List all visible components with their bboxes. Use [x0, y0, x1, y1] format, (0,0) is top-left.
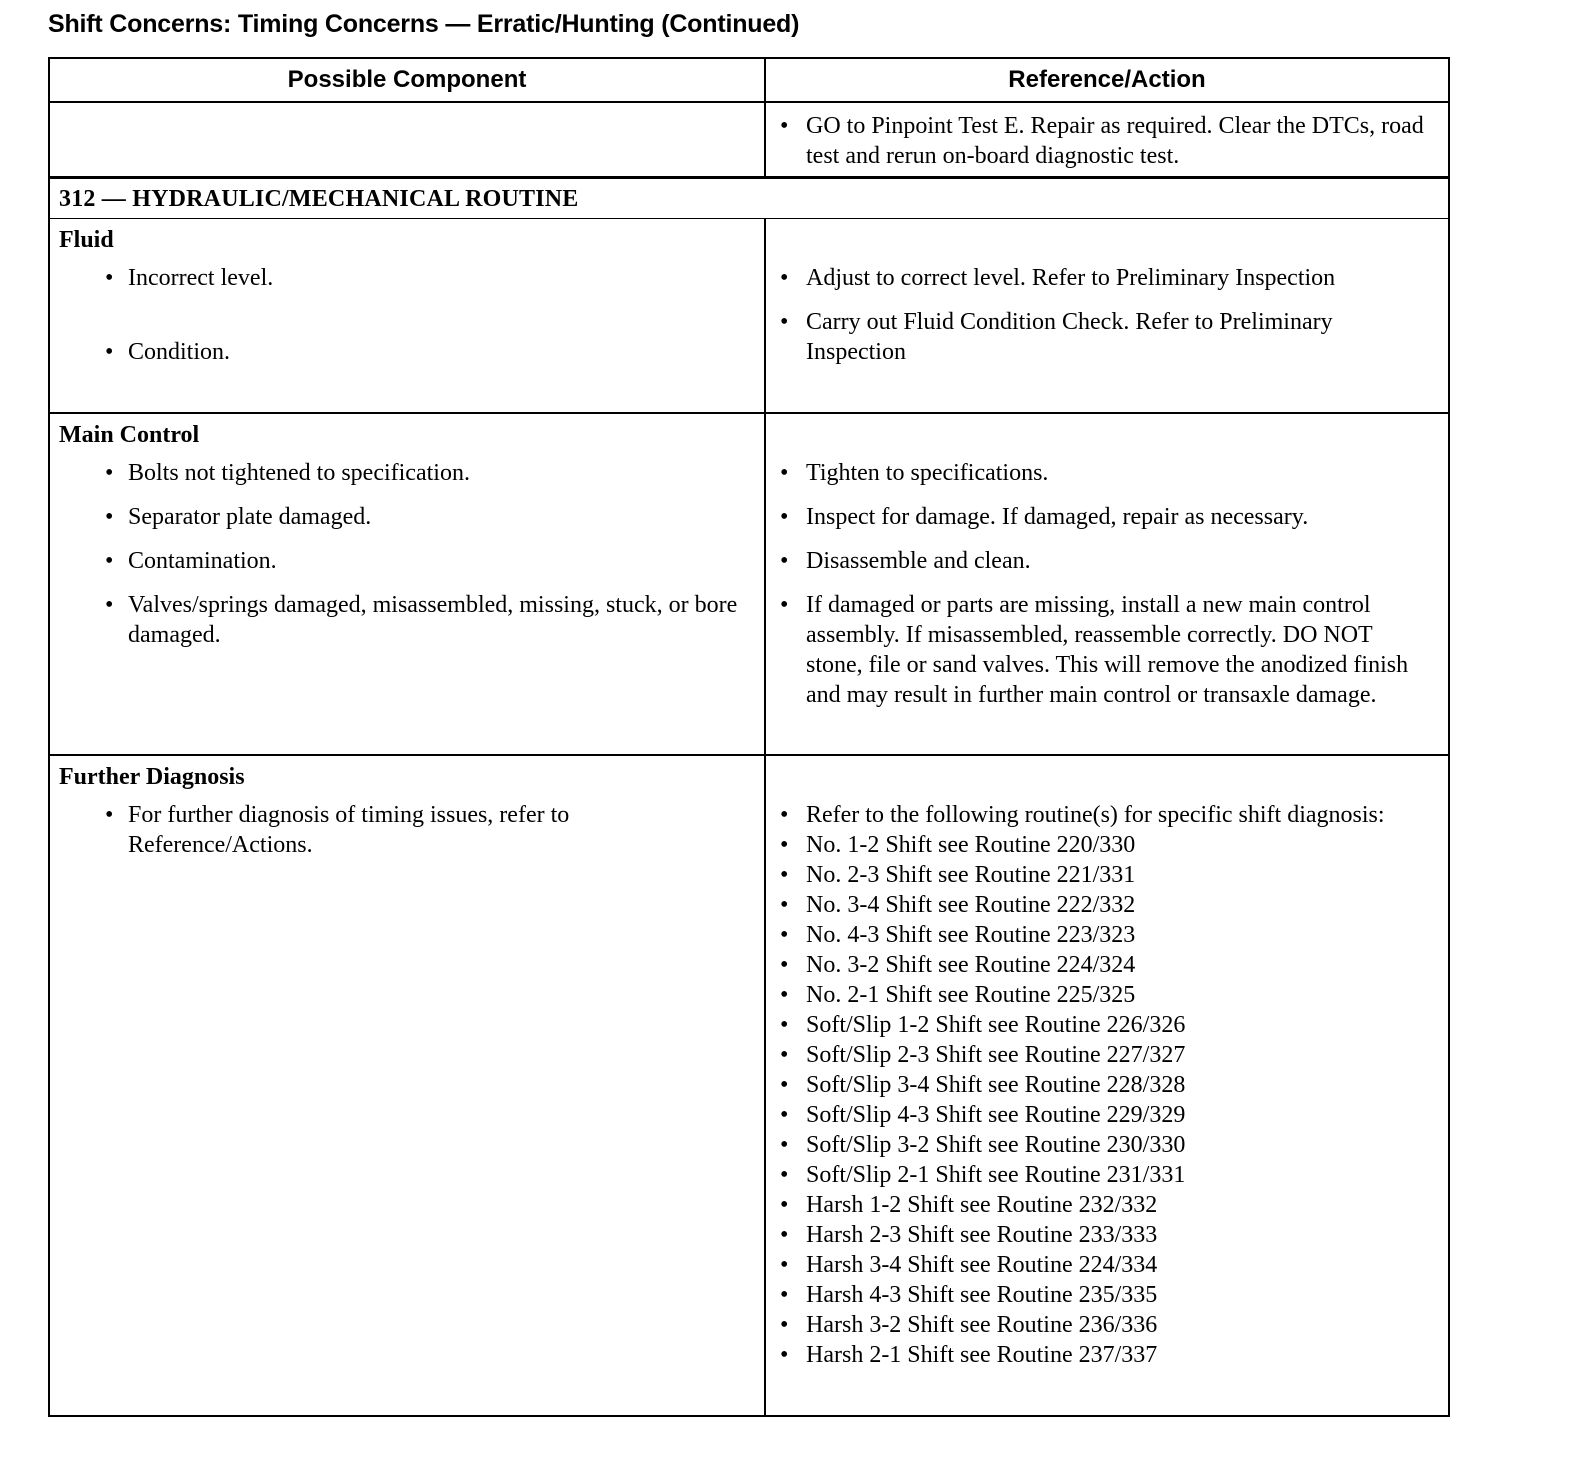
routine-item: • Harsh 1-2 Shift see Routine 232/332 [766, 1190, 1448, 1220]
routine-item: • Soft/Slip 3-4 Shift see Routine 228/328 [766, 1070, 1448, 1100]
action-item: • Disassemble and clean. [766, 546, 1448, 576]
routine-item: • Harsh 4-3 Shift see Routine 235/335 [766, 1280, 1448, 1310]
component-item: • Contamination. [50, 546, 764, 576]
page-title: Shift Concerns: Timing Concerns — Erratic/Hunting (Continued) [48, 10, 800, 38]
group-title-further-diagnosis: Further Diagnosis [59, 764, 245, 790]
component-cell [50, 103, 766, 176]
routine-item: • Harsh 3-4 Shift see Routine 224/334 [766, 1250, 1448, 1280]
component-cell [50, 756, 766, 1415]
action-cell [766, 414, 1448, 754]
section-header-row [50, 176, 1450, 219]
action-item: • GO to Pinpoint Test E. Repair as required. Clear the DTCs, road test and rerun on-board diagnostic test. [766, 111, 1448, 171]
group-title-fluid: Fluid [59, 227, 114, 253]
component-item: • Bolts not tightened to specification. [50, 458, 764, 488]
action-item: • Tighten to specifications. [766, 458, 1448, 488]
action-item: • Inspect for damage. If damaged, repair as necessary. [766, 502, 1448, 532]
routine-item: • Soft/Slip 3-2 Shift see Routine 230/330 [766, 1130, 1448, 1160]
section-title: 312 — HYDRAULIC/MECHANICAL ROUTINE [59, 186, 579, 212]
routine-item: • No. 3-2 Shift see Routine 224/324 [766, 950, 1448, 980]
group-title-main-control: Main Control [59, 422, 200, 448]
component-item: • For further diagnosis of timing issues, refer to Reference/Actions. [50, 800, 764, 860]
table-row-main-control [50, 412, 1448, 754]
action-item: • Adjust to correct level. Refer to Preliminary Inspection [766, 263, 1448, 293]
routine-item: • No. 4-3 Shift see Routine 223/323 [766, 920, 1448, 950]
component-item: • Separator plate damaged. [50, 502, 764, 532]
routine-item: • Harsh 3-2 Shift see Routine 236/336 [766, 1310, 1448, 1340]
action-item: • Refer to the following routine(s) for specific shift diagnosis: [766, 800, 1448, 830]
component-cell [50, 414, 766, 754]
table-row-continued [50, 101, 1448, 176]
action-item: • If damaged or parts are missing, install a new main control assembly. If misassembled, reassemble correctly. DO NOT stone, file or sand valves. This will remove the anodized finish and may result in further main control or transaxle damage. [766, 590, 1448, 710]
column-header-action: Reference/Action [1008, 66, 1206, 93]
routine-item: • Soft/Slip 2-3 Shift see Routine 227/327 [766, 1040, 1448, 1070]
action-cell [766, 103, 1448, 176]
diagnosis-table [48, 57, 1450, 1417]
routine-item: • Harsh 2-3 Shift see Routine 233/333 [766, 1220, 1448, 1250]
table-header-row [50, 59, 1448, 101]
routine-item: • Harsh 2-1 Shift see Routine 237/337 [766, 1340, 1448, 1370]
table-row-fluid [50, 219, 1448, 412]
routine-item: • Soft/Slip 1-2 Shift see Routine 226/326 [766, 1010, 1448, 1040]
routine-item: • Soft/Slip 4-3 Shift see Routine 229/329 [766, 1100, 1448, 1130]
action-cell [766, 219, 1448, 412]
routine-item: • No. 2-3 Shift see Routine 221/331 [766, 860, 1448, 890]
component-cell [50, 219, 766, 412]
routine-item: • No. 2-1 Shift see Routine 225/325 [766, 980, 1448, 1010]
action-cell [766, 756, 1448, 1415]
component-item: • Condition. [50, 337, 764, 367]
routine-item: • No. 3-4 Shift see Routine 222/332 [766, 890, 1448, 920]
routine-item: • No. 1-2 Shift see Routine 220/330 [766, 830, 1448, 860]
component-item: • Valves/springs damaged, misassembled, missing, stuck, or bore damaged. [50, 590, 764, 650]
routine-item: • Soft/Slip 2-1 Shift see Routine 231/331 [766, 1160, 1448, 1190]
column-header-component: Possible Component [50, 59, 766, 101]
component-item: • Incorrect level. [50, 263, 764, 293]
action-item: • Carry out Fluid Condition Check. Refer to Preliminary Inspection [766, 307, 1448, 367]
table-row-further-diagnosis [50, 754, 1448, 1415]
